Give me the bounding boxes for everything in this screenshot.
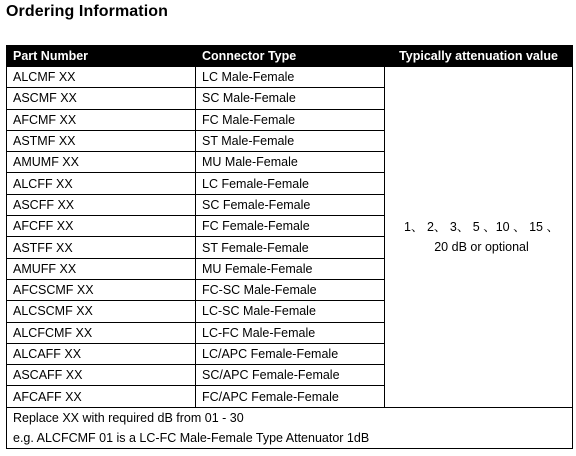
- connector-type-cell: SC Female-Female: [196, 194, 385, 215]
- table-row: [7, 67, 573, 88]
- part-number-cell: ALCFCMF XX: [7, 322, 196, 343]
- part-number-cell: ASCAFF XX: [7, 365, 196, 386]
- part-number-cell: ASTFF XX: [7, 237, 196, 258]
- connector-type-cell: FC Female-Female: [196, 216, 385, 237]
- part-number-cell: AFCSCMF XX: [7, 279, 196, 300]
- part-number-cell: ASCMF XX: [7, 88, 196, 109]
- part-number-cell: AMUFF XX: [7, 258, 196, 279]
- part-number-cell: ALCMF XX: [7, 67, 196, 88]
- connector-type-cell: MU Male-Female: [196, 152, 385, 173]
- part-number-cell: AFCMF XX: [7, 109, 196, 130]
- part-number-cell: ASCFF XX: [7, 194, 196, 215]
- page-title: Ordering Information: [6, 3, 168, 20]
- note-row: [7, 407, 573, 448]
- attenuation-values: 1、 2、 3、 5 、10 、 15 、: [404, 219, 559, 234]
- note-replace-instruction: Replace XX with required dB from 01 - 30: [13, 410, 244, 425]
- part-number-cell: ALCFF XX: [7, 173, 196, 194]
- connector-type-cell: LC Male-Female: [196, 67, 385, 88]
- note-cell: [7, 407, 573, 448]
- part-number-cell: AMUMF XX: [7, 152, 196, 173]
- connector-type-cell: SC Male-Female: [196, 88, 385, 109]
- connector-type-cell: LC Female-Female: [196, 173, 385, 194]
- header-connector-type: Connector Type: [196, 46, 385, 67]
- part-number-cell: AFCFF XX: [7, 216, 196, 237]
- connector-type-cell: LC/APC Female-Female: [196, 343, 385, 364]
- part-number-cell: ASTMF XX: [7, 130, 196, 151]
- header-attenuation: Typically attenuation value: [385, 46, 573, 67]
- ordering-table: [6, 45, 573, 449]
- attenuation-optional: 20 dB or optional: [434, 239, 529, 254]
- table-header-row: [7, 46, 573, 67]
- header-part-number: Part Number: [7, 46, 196, 67]
- connector-type-cell: FC Male-Female: [196, 109, 385, 130]
- connector-type-cell: LC-SC Male-Female: [196, 301, 385, 322]
- part-number-cell: ALCSCMF XX: [7, 301, 196, 322]
- connector-type-cell: FC-SC Male-Female: [196, 279, 385, 300]
- note-example: e.g. ALCFCMF 01 is a LC-FC Male-Female Type Attenuator 1dB: [13, 430, 370, 445]
- part-number-cell: AFCAFF XX: [7, 386, 196, 407]
- connector-type-cell: FC/APC Female-Female: [196, 386, 385, 407]
- connector-type-cell: ST Male-Female: [196, 130, 385, 151]
- connector-type-cell: MU Female-Female: [196, 258, 385, 279]
- connector-type-cell: ST Female-Female: [196, 237, 385, 258]
- connector-type-cell: SC/APC Female-Female: [196, 365, 385, 386]
- attenuation-value-cell: [385, 67, 573, 408]
- part-number-cell: ALCAFF XX: [7, 343, 196, 364]
- connector-type-cell: LC-FC Male-Female: [196, 322, 385, 343]
